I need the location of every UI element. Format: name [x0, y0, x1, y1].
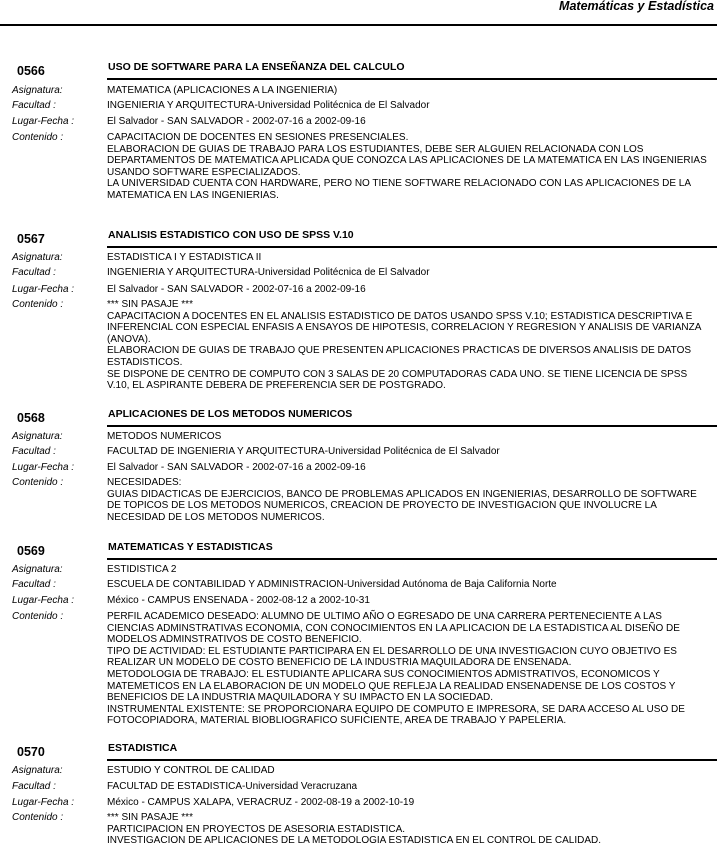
value-contenido: [107, 132, 710, 202]
label-facultad: Facultad :: [12, 446, 56, 457]
entry-code: 0567: [17, 232, 45, 246]
label-lugar-fecha: Lugar-Fecha :: [12, 462, 75, 473]
contenido-line: LA UNIVERSIDAD CUENTA CON HARDWARE, PERO NO TIENE SOFTWARE RELACIONADO CON LAS APLICACIONES DE LA MATEMATICA EN LAS INGENIERIAS.: [107, 178, 691, 201]
value-asignatura: ESTADISTICA I Y ESTADISTICA II: [107, 252, 262, 263]
contenido-line: *** SIN PASAJE ***: [107, 812, 193, 823]
label-contenido: Contenido :: [12, 477, 64, 488]
contenido-line: PERFIL ACADEMICO DESEADO: ALUMNO DE ULTIMO AÑO O EGRESADO DE UNA CARRERA PERTENECIENTE A LAS CIENCIAS ADMINSTRATIVAS ECONOMIA, CON CONOCIMIENTOS EN LA APLICACION DE LA ESTADISTICA AL DISEÑO DE MODELOS ADMINSTRATIVOS DE COSTO BENEFICIO.: [107, 611, 680, 646]
value-contenido: [107, 477, 710, 523]
entry-rule: [107, 759, 717, 761]
entry-title: APLICACIONES DE LOS METODOS NUMERICOS: [108, 408, 353, 420]
value-facultad: FACULTAD DE ESTADISTICA-Universidad Veracruzana: [107, 781, 358, 792]
contenido-line: SE DISPONE DE CENTRO DE COMPUTO CON 3 SALAS DE 20 COMPUTADORAS CADA UNO. SE TIENE LICENCIA DE SPSS V.10, EL ASPIRANTE DEBERA DE PREFERENCIA SER DE POSTGRADO.: [107, 368, 688, 392]
contenido-line: CAPACITACION A DOCENTES EN EL ANALISIS ESTADISTICO DE DATOS USANDO SPSS V.10; ESTADISTICA DESCRIPTIVA E INFERENCIAL CON ESPECIAL ENFASIS A ENSAYOS DE HIPOTESIS, CORRELACION Y REGRESION Y ANALISIS DE VARIANZA (ANOVA).: [107, 310, 701, 345]
contenido-line: TIPO DE ACTIVIDAD: EL ESTUDIANTE PARTICIPARA EN EL DESARROLLO DE UNA INVESTIGACION CUYO OBJETIVO ES REALIZAR UN MODELO DE COSTO BENEFICIO DE LA INDUSTRIA MAQUILADORA DE ENSENADA.: [107, 645, 677, 669]
label-contenido: Contenido :: [12, 299, 64, 310]
entry-title: USO DE SOFTWARE PARA LA ENSEÑANZA DEL CALCULO: [108, 61, 405, 73]
value-facultad: FACULTAD DE INGENIERIA Y ARQUITECTURA-Universidad Politécnica de El Salvador: [107, 446, 500, 457]
label-contenido: Contenido :: [12, 812, 64, 823]
value-contenido: [107, 812, 710, 847]
label-lugar-fecha: Lugar-Fecha :: [12, 595, 75, 606]
contenido-line: ELABORACION DE GUIAS DE TRABAJO PARA LOS ESTUDIANTES, DEBE SER ALGUIEN RELACIONADA CON LOS DEPARTAMENTOS DE MATEMATICA APLICADA QUE CONOZCA LAS APLICACIONES DE LA MATEMATICA EN LAS INGENIERIAS USANDO SOFTWARE ESPECIALIZADOS.: [107, 143, 707, 178]
entry-code: 0570: [17, 745, 45, 759]
label-lugar-fecha: Lugar-Fecha :: [12, 116, 75, 127]
contenido-line: *** SIN PASAJE ***: [107, 299, 193, 310]
label-asignatura: Asignatura:: [12, 431, 63, 442]
value-facultad: INGENIERIA Y ARQUITECTURA-Universidad Politécnica de El Salvador: [107, 100, 430, 111]
value-asignatura: ESTIDISTICA 2: [107, 564, 177, 575]
label-contenido: Contenido :: [12, 611, 64, 622]
label-asignatura: Asignatura:: [12, 85, 63, 96]
value-lugar-fecha: El Salvador - SAN SALVADOR - 2002-07-16 a 2002-09-16: [107, 116, 366, 127]
label-facultad: Facultad :: [12, 267, 56, 278]
value-asignatura: METODOS NUMERICOS: [107, 431, 222, 442]
value-facultad: ESCUELA DE CONTABILIDAD Y ADMINISTRACION-Universidad Autónoma de Baja California Norte: [107, 579, 557, 590]
value-contenido: [107, 299, 710, 392]
entry-rule: [107, 246, 717, 248]
entry-code: 0569: [17, 544, 45, 558]
contenido-line: GUIAS DIDACTICAS DE EJERCICIOS, BANCO DE PROBLEMAS APLICADOS EN INGENIERIAS, DESARROLLO DE SOFTWARE DE TOPICOS DE LOS METODOS NUMERICOS, CREACION DE PROYECTO DE INVESTIGACION QUE INVOLUCRE LA NECESIDAD DE LOS METODOS NUMERICOS.: [107, 488, 697, 523]
page-header: [0, 0, 717, 26]
value-lugar-fecha: México - CAMPUS ENSENADA - 2002-08-12 a 2002-10-31: [107, 595, 370, 606]
contenido-line: INVESTIGACION DE APLICACIONES DE LA METODOLOGIA ESTADISTICA EN EL CONTROL DE CALIDAD.: [107, 835, 602, 847]
label-contenido: Contenido :: [12, 132, 64, 143]
label-lugar-fecha: Lugar-Fecha :: [12, 284, 75, 295]
contenido-line: ELABORACION DE GUIAS DE TRABAJO QUE PRESENTEN APLICACIONES PRACTICAS DE DIVERSOS ANALISIS DE DATOS ESTADISTICOS.: [107, 345, 692, 368]
label-facultad: Facultad :: [12, 781, 56, 792]
contenido-line: NECESIDADES:: [107, 477, 182, 488]
value-asignatura: MATEMATICA (APLICACIONES A LA INGENIERIA): [107, 85, 338, 96]
label-lugar-fecha: Lugar-Fecha :: [12, 797, 75, 808]
label-asignatura: Asignatura:: [12, 252, 63, 263]
value-lugar-fecha: El Salvador - SAN SALVADOR - 2002-07-16 a 2002-09-16: [107, 284, 366, 295]
contenido-line: METODOLOGIA DE TRABAJO: EL ESTUDIANTE APLICARA SUS CONOCIMIENTOS ADMISTRATIVOS, ECONOMICOS Y MATEMETICOS EN LA ELABORACION DE UN MODELO QUE REFLEJA LA REALIDAD ENSENADENSE DE LOS COSTOS Y BENEFICIOS DE LA INDUSTRIA MAQUILADORA Y SU IMPACTO EN LA SOCIEDAD.: [107, 668, 676, 704]
value-asignatura: ESTUDIO Y CONTROL DE CALIDAD: [107, 765, 275, 776]
entry-rule: [107, 78, 717, 80]
contenido-line: CAPACITACION DE DOCENTES EN SESIONES PRESENCIALES.: [107, 132, 409, 143]
entry-rule: [107, 558, 717, 560]
label-asignatura: Asignatura:: [12, 564, 63, 575]
label-asignatura: Asignatura:: [12, 765, 63, 776]
value-lugar-fecha: México - CAMPUS XALAPA, VERACRUZ - 2002-08-19 a 2002-10-19: [107, 797, 415, 808]
entry-code: 0568: [17, 411, 45, 425]
contenido-line: PARTICIPACION EN PROYECTOS DE ASESORIA ESTADISTICA.: [107, 823, 406, 835]
entry-title: ANALISIS ESTADISTICO CON USO DE SPSS V.10: [108, 229, 354, 241]
label-facultad: Facultad :: [12, 100, 56, 111]
entry-title: ESTADISTICA: [108, 742, 178, 754]
contenido-line: INSTRUMENTAL EXISTENTE: SE PROPORCIONARA EQUIPO DE COMPUTO E IMPRESORA, SE DARA ACCESO AL USO DE FOTOCOPIADORA, MATERIAL BIOBLIOGRAFICO SUFICIENTE, AREA DE TRABAJO Y PAPELERIA.: [107, 703, 685, 727]
value-lugar-fecha: El Salvador - SAN SALVADOR - 2002-07-16 a 2002-09-16: [107, 462, 366, 473]
entry-code: 0566: [17, 64, 45, 78]
value-contenido: [107, 611, 710, 727]
entry-title: MATEMATICAS Y ESTADISTICAS: [108, 541, 273, 553]
entry-rule: [107, 425, 717, 427]
value-facultad: INGENIERIA Y ARQUITECTURA-Universidad Politécnica de El Salvador: [107, 267, 430, 278]
label-facultad: Facultad :: [12, 579, 56, 590]
header-title: Matemáticas y Estadística: [559, 0, 714, 13]
